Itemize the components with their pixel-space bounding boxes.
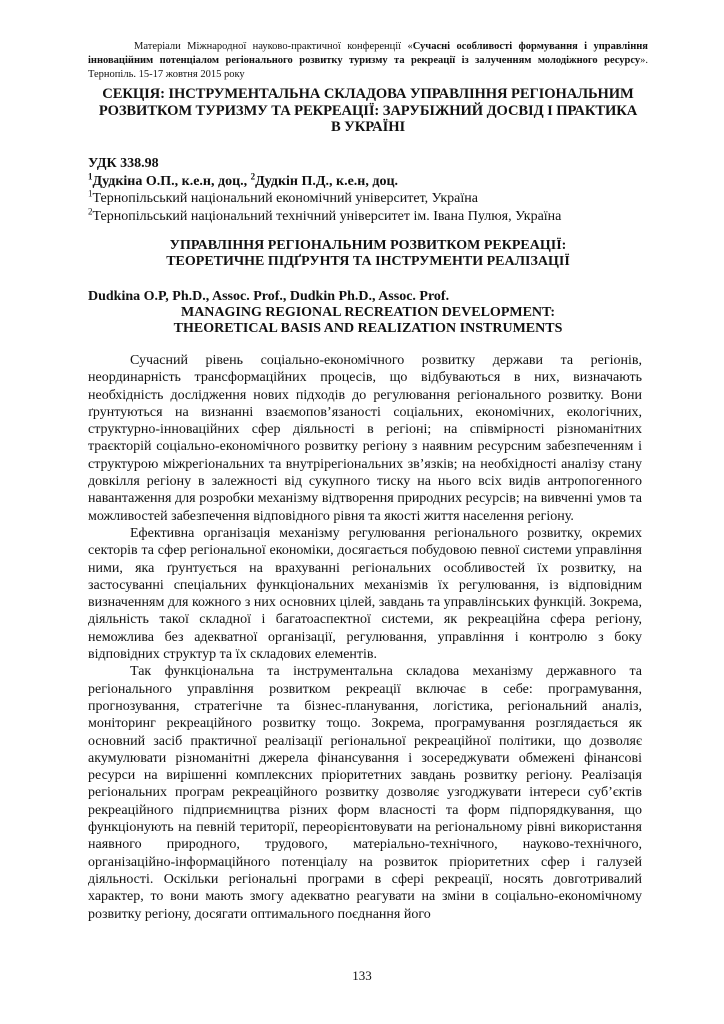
affiliation-1-text: Тернопільський національний економічний університет, Україна bbox=[92, 191, 478, 206]
affiliation-1 bbox=[88, 190, 648, 208]
section-title bbox=[88, 86, 648, 136]
section-title-line: РОЗВИТКОМ ТУРИЗМУ ТА РЕКРЕАЦІЇ: ЗАРУБІЖНИЙ ДОСВІД І ПРАКТИКА bbox=[98, 102, 638, 119]
article-title-line: УПРАВЛІННЯ РЕГІОНАЛЬНИМ РОЗВИТКОМ РЕКРЕАЦІЇ: bbox=[169, 238, 567, 253]
affiliation-1-superscript: 1 bbox=[88, 188, 93, 199]
english-block bbox=[88, 289, 648, 337]
author2: Дудкін П.Д., к.е.н, доц. bbox=[255, 173, 399, 189]
header-text-end: ». Тернопіль. 15-17 жовтня 2015 року bbox=[88, 55, 648, 80]
author2-superscript: 2 bbox=[250, 170, 256, 181]
section-title-line: В УКРАЇНІ bbox=[330, 119, 406, 135]
english-authors: Dudkina O.P, Ph.D., Assoc. Prof., Dudkin Ph.D., Assoc. Prof. bbox=[88, 289, 450, 304]
header-conference-title: Сучасні особливості формування і управління інноваційним потенціалом регіонального розвитку туризму та рекреації із залученням молодіжного ресурсу bbox=[88, 41, 648, 66]
section-title-line: СЕКЦІЯ: ІНСТРУМЕНТАЛЬНА СКЛАДОВА УПРАВЛІННЯ РЕГІОНАЛЬНИМ bbox=[102, 86, 634, 102]
body-paragraph: Сучасний рівень соціально-економічного розвитку держави та регіонів, неординарність трансформаційних процесів, що відбуваються в них, визначають необхідність дослідження нових підходів до регулювання регіонального розвитку. Вони ґрунтуються на визнанні взаємоповʼязаності соціальних, економічних, екологічних, структурно-інноваційних сфер діяльності в регіоні; на співмірності різноманітних траєкторій соціально-економічного розвитку регіону з наявним ресурсним забезпеченням і структурою міжрегіональних та внутрірегіональних звʼязків; на необхідності аналізу стану довкілля регіону в залежності від сукупного тиску на нього всіх видів антропогенного навантаження для розробки механізму відтворення природних ресурсів; на вивченні умов та можливостей забезпечення відповідного рівня та якості життя населення регіону. bbox=[88, 353, 642, 524]
body-paragraph: Так функціональна та інструментальна складова механізму державного та регіонального управління розвитком рекреації включає в себе: програмування, прогнозування, стратегічне та бізнес-планування, логістика, регіональний аналіз, моніторинг рекреаційного розвитку тощо. Зокрема, програмування розглядається як основний засіб практичної реалізації регіональної рекреаційної політики, що дозволяє акумулювати різноманітні джерела фінансування і зосереджувати обмежені фінансові ресурси на вирішенні комплексних пріоритетних завдань розвитку регіону. Реалізація регіональних програм рекреаційного розвитку дозволяє узгоджувати інтереси субʼєктів рекреаційного підприємництва різних форм власності та форм підпорядкування, що функціонують на певній території, переорієнтовувати на регіональному рівні використання наявного природного, трудового, матеріально-технічного, науково-технічного, організаційно-інформаційного потенціалу на розвиток пріоритетних сфер і галузей діяльності. Оскільки регіональні програми в сфері рекреації, носять довготривалий характер, то вони мають змогу адекватно реагувати на зміни в соціально-економічному розвитку регіону, досягати оптимального поєднання його bbox=[88, 664, 642, 922]
article-title-line: ТЕОРЕТИЧНЕ ПІДҐРУНТЯ ТА ІНСТРУМЕНТИ РЕАЛІЗАЦІЇ bbox=[166, 254, 570, 269]
affiliation-2-text: Тернопільський національний технічний університет ім. Івана Пулюя, Україна bbox=[92, 208, 562, 224]
affiliation-2 bbox=[88, 205, 648, 226]
english-title-line: THEORETICAL BASIS AND REALIZATION INSTRUMENTS bbox=[173, 321, 563, 336]
authors-line bbox=[88, 170, 648, 191]
affiliation-2-superscript: 2 bbox=[88, 205, 93, 216]
author1-superscript: 1 bbox=[88, 170, 93, 181]
article-meta bbox=[88, 155, 648, 225]
body-paragraph: Ефективна організація механізму регулювання регіонального розвитку, окремих секторів та сфер регіональної економіки, досягається побудовою певної системи управління ними, яка ґрунтується на врахуванні регіональних особливостей їх розвитку, на застосуванні спеціальних функціональних механізмів їх регулювання, із відповідним визначенням для кожного з них основних цілей, завдань та управлінських функцій. Зокрема, діяльність такої складної і багатоаспектної системи, як рекреаційна сфера регіону, неможлива без адекватної організації, регулювання, управління і контролю з боку відповідних структур та їх складових елементів. bbox=[88, 525, 642, 663]
udk-code: УДК 338.98 bbox=[88, 156, 159, 171]
conference-header bbox=[88, 40, 648, 82]
page-number: 133 bbox=[352, 968, 372, 983]
english-title-line: MANAGING REGIONAL RECREATION DEVELOPMENT: bbox=[180, 305, 555, 320]
article-title-ukrainian bbox=[88, 238, 648, 270]
header-text-start: Матеріали Міжнародної науково-практичної конференції « bbox=[134, 41, 413, 52]
article-body bbox=[88, 352, 642, 923]
author1: Дудкіна О.П., к.е.н, доц., bbox=[92, 173, 251, 189]
